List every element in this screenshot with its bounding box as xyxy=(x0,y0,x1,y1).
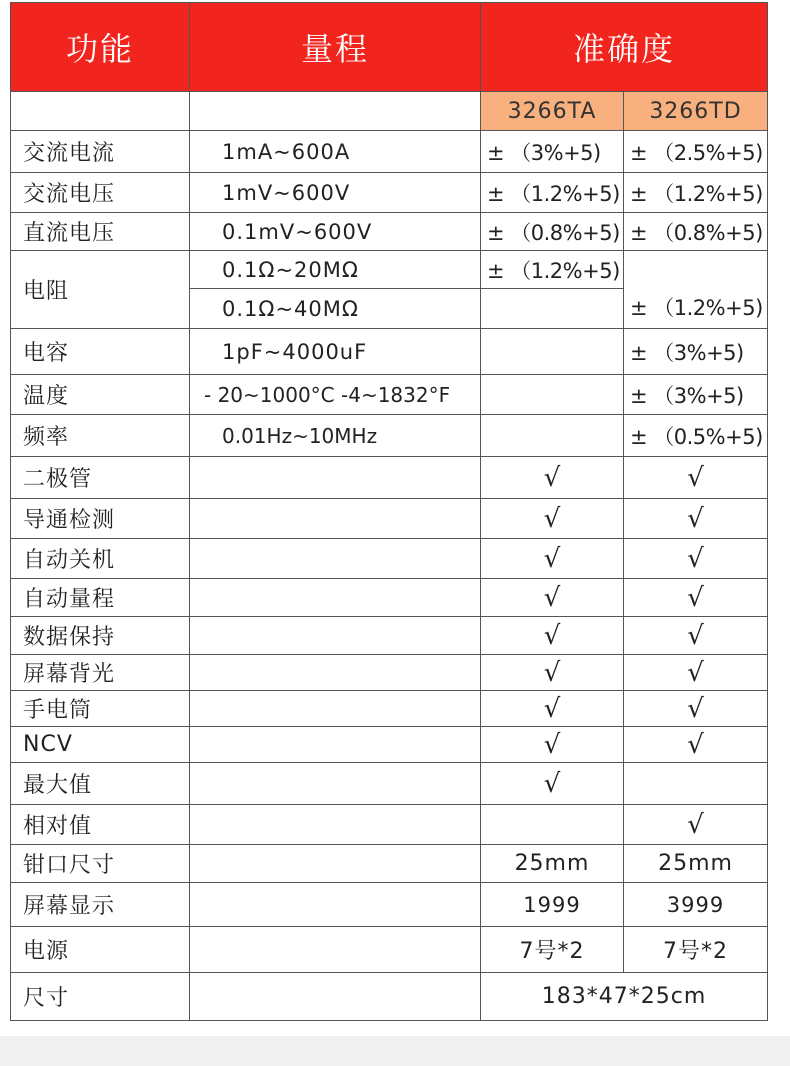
check-td-cell: √ xyxy=(624,617,768,655)
accuracy-td-cell: ± （1.2%+5) xyxy=(624,173,768,213)
accuracy-ta-cell: ± （0.8%+5) xyxy=(481,213,624,251)
display-td-cell: 3999 xyxy=(624,883,768,927)
range-cell xyxy=(190,883,481,927)
range-cell: 0.1Ω~20MΩ xyxy=(190,251,481,289)
table-row xyxy=(11,727,768,763)
function-cell: 尺寸 xyxy=(11,973,190,1021)
check-ta-cell: √ xyxy=(481,539,624,579)
function-cell: 钳口尺寸 xyxy=(11,845,190,883)
range-cell: 0.1mV~600V xyxy=(190,213,481,251)
accuracy-td-cell: ± （2.5%+5) xyxy=(624,131,768,173)
check-ta-cell: √ xyxy=(481,727,624,763)
check-ta-cell: √ xyxy=(481,457,624,499)
model-row xyxy=(11,92,768,131)
accuracy-ta-cell xyxy=(481,415,624,457)
table-row xyxy=(11,691,768,727)
function-cell: 交流电流 xyxy=(11,131,190,173)
accuracy-ta-cell xyxy=(481,329,624,375)
table-row xyxy=(11,845,768,883)
header-function: 功能 xyxy=(11,3,190,92)
bottom-strip xyxy=(0,1036,790,1066)
accuracy-td-cell: ± （3%+5) xyxy=(624,329,768,375)
table-row xyxy=(11,499,768,539)
dimensions-cell: 183*47*25cm xyxy=(481,973,768,1021)
range-cell xyxy=(190,927,481,973)
range-cell: 1mV~600V xyxy=(190,173,481,213)
check-td-cell: √ xyxy=(624,457,768,499)
check-td-cell: √ xyxy=(624,655,768,691)
range-cell: 1pF~4000uF xyxy=(190,329,481,375)
table-row xyxy=(11,539,768,579)
table-row xyxy=(11,173,768,213)
check-ta-cell: √ xyxy=(481,691,624,727)
range-cell xyxy=(190,845,481,883)
function-cell: 自动量程 xyxy=(11,579,190,617)
function-cell: 屏幕显示 xyxy=(11,883,190,927)
function-cell: 屏幕背光 xyxy=(11,655,190,691)
check-td-cell xyxy=(624,763,768,805)
table-row xyxy=(11,457,768,499)
function-cell: 电容 xyxy=(11,329,190,375)
power-td-cell: 7号*2 xyxy=(624,927,768,973)
accuracy-td-cell: ± （3%+5) xyxy=(624,375,768,415)
header-accuracy: 准确度 xyxy=(481,3,768,92)
function-cell: 直流电压 xyxy=(11,213,190,251)
table-row xyxy=(11,375,768,415)
jaw-size-ta-cell: 25mm xyxy=(481,845,624,883)
table-row xyxy=(11,805,768,845)
accuracy-td-cell: ± （1.2%+5) xyxy=(624,251,768,329)
function-cell: 电阻 xyxy=(11,251,190,329)
table-row xyxy=(11,579,768,617)
power-ta-cell: 7号*2 xyxy=(481,927,624,973)
jaw-size-td-cell: 25mm xyxy=(624,845,768,883)
table-row xyxy=(11,927,768,973)
check-ta-cell: √ xyxy=(481,617,624,655)
accuracy-ta-cell xyxy=(481,289,624,329)
check-ta-cell: √ xyxy=(481,655,624,691)
table-row xyxy=(11,251,768,289)
range-cell: - 20~1000°C -4~1832°F xyxy=(190,375,481,415)
range-cell xyxy=(190,655,481,691)
table-row xyxy=(11,655,768,691)
table-row xyxy=(11,763,768,805)
header-range: 量程 xyxy=(190,3,481,92)
function-cell: 二极管 xyxy=(11,457,190,499)
accuracy-ta-cell: ± （1.2%+5) xyxy=(481,251,624,289)
range-cell: 0.01Hz~10MHz xyxy=(190,415,481,457)
check-td-cell: √ xyxy=(624,579,768,617)
accuracy-td-cell: ± （0.8%+5) xyxy=(624,213,768,251)
range-cell xyxy=(190,579,481,617)
accuracy-ta-cell xyxy=(481,375,624,415)
function-cell: 导通检测 xyxy=(11,499,190,539)
check-td-cell: √ xyxy=(624,805,768,845)
function-cell: 自动关机 xyxy=(11,539,190,579)
display-ta-cell: 1999 xyxy=(481,883,624,927)
model-row-blank-2 xyxy=(190,92,481,131)
accuracy-td-cell: ± （0.5%+5) xyxy=(624,415,768,457)
check-ta-cell xyxy=(481,805,624,845)
model-3266ta: 3266TA xyxy=(481,92,624,131)
check-ta-cell: √ xyxy=(481,579,624,617)
check-td-cell: √ xyxy=(624,499,768,539)
function-cell: NCV xyxy=(11,727,190,763)
accuracy-ta-cell: ± （1.2%+5) xyxy=(481,173,624,213)
check-td-cell: √ xyxy=(624,539,768,579)
range-cell xyxy=(190,617,481,655)
model-3266td: 3266TD xyxy=(624,92,768,131)
function-cell: 温度 xyxy=(11,375,190,415)
range-cell xyxy=(190,763,481,805)
function-cell: 交流电压 xyxy=(11,173,190,213)
accuracy-ta-cell: ± （3%+5) xyxy=(481,131,624,173)
check-td-cell: √ xyxy=(624,727,768,763)
header-row xyxy=(11,3,768,92)
check-ta-cell: √ xyxy=(481,499,624,539)
table-row xyxy=(11,329,768,375)
table-row xyxy=(11,415,768,457)
range-cell xyxy=(190,727,481,763)
range-cell: 1mA~600A xyxy=(190,131,481,173)
table-row xyxy=(11,131,768,173)
function-cell: 频率 xyxy=(11,415,190,457)
check-td-cell: √ xyxy=(624,691,768,727)
range-cell: 0.1Ω~40MΩ xyxy=(190,289,481,329)
range-cell xyxy=(190,457,481,499)
spec-table xyxy=(10,2,768,1021)
table-row xyxy=(11,883,768,927)
table-row xyxy=(11,973,768,1021)
range-cell xyxy=(190,539,481,579)
function-cell: 数据保持 xyxy=(11,617,190,655)
function-cell: 最大值 xyxy=(11,763,190,805)
check-ta-cell: √ xyxy=(481,763,624,805)
table-row xyxy=(11,213,768,251)
function-cell: 手电筒 xyxy=(11,691,190,727)
range-cell xyxy=(190,805,481,845)
function-cell: 相对值 xyxy=(11,805,190,845)
range-cell xyxy=(190,691,481,727)
range-cell xyxy=(190,499,481,539)
model-row-blank-1 xyxy=(11,92,190,131)
range-cell xyxy=(190,973,481,1021)
function-cell: 电源 xyxy=(11,927,190,973)
table-row xyxy=(11,617,768,655)
